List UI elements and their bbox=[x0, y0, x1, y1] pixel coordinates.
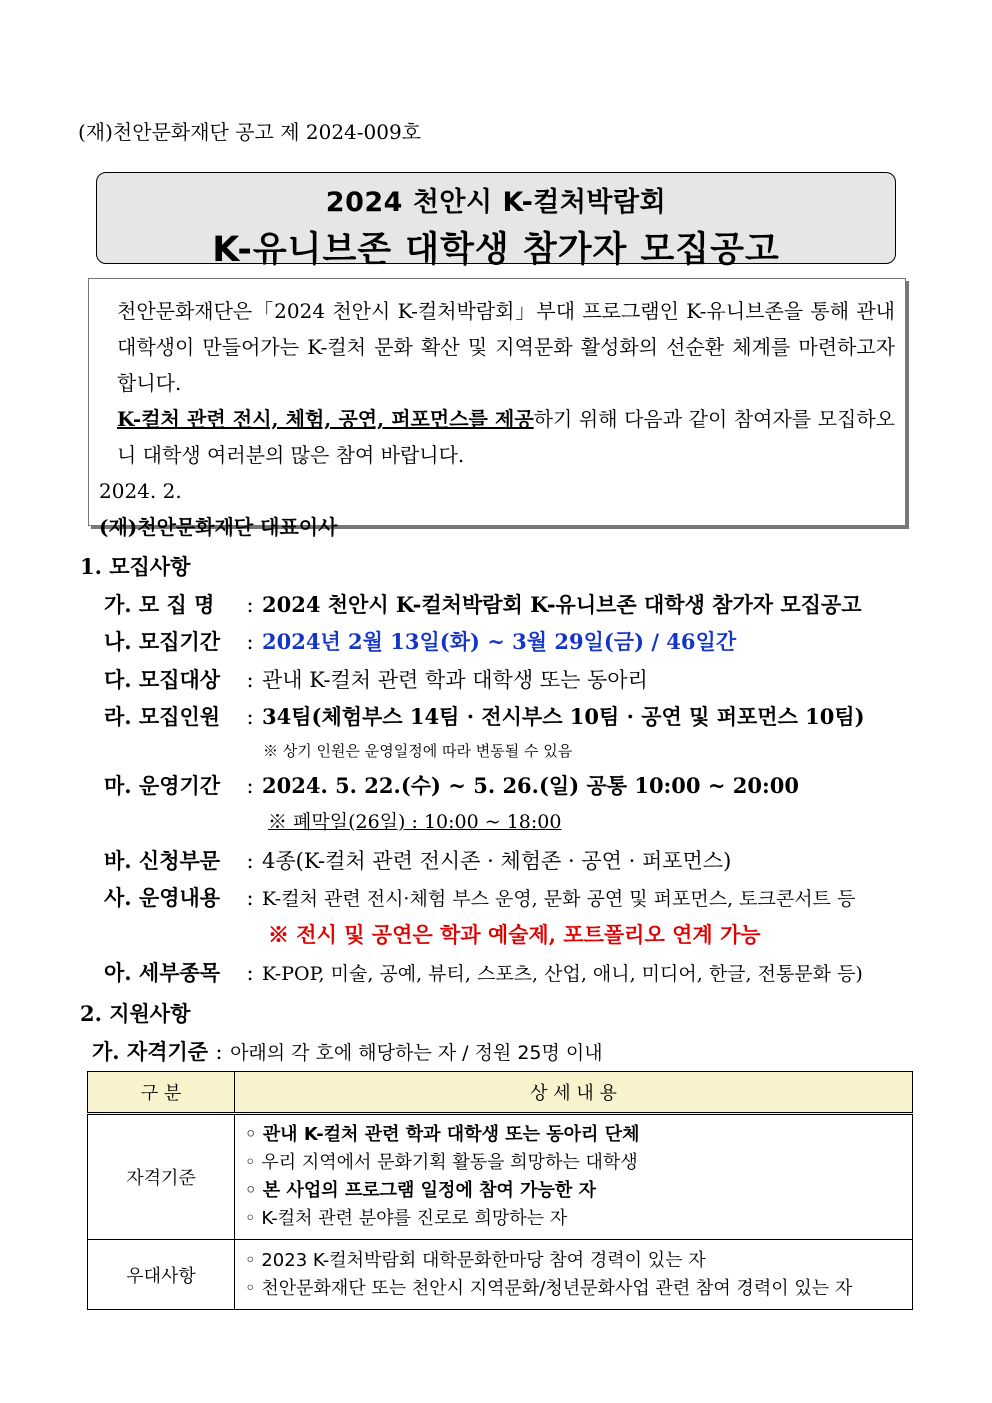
item-separator: : bbox=[246, 593, 254, 617]
qualification-label: 가. 자격기준 bbox=[92, 1039, 209, 1064]
item-category bbox=[104, 845, 731, 875]
item-count-note: ※ 상기 인원은 운영일정에 따라 변동될 수 있음 bbox=[263, 742, 573, 760]
list-item: ◦ 우리 지역에서 문화기획 활동을 희망하는 대학생 bbox=[245, 1152, 638, 1173]
table-cell-category: 우대사항 bbox=[88, 1240, 235, 1310]
requirements-table bbox=[87, 1071, 913, 1310]
qualification-separator: : bbox=[215, 1040, 223, 1064]
item-period bbox=[104, 626, 736, 656]
section2-heading: 2. 지원사항 bbox=[80, 1001, 191, 1026]
table-header-detail: 상 세 내 용 bbox=[235, 1072, 913, 1114]
item-value: K-컬처 관련 전시·체험 부스 운영, 문화 공연 및 퍼포먼스, 토크콘서트 등 bbox=[262, 888, 856, 910]
item-detail bbox=[104, 957, 863, 987]
item-value: 2024 천안시 K-컬처박람회 K-유니브존 대학생 참가자 모집공고 bbox=[262, 592, 862, 617]
list-item: ◦ 천안문화재단 또는 천안시 지역문화/청년문화사업 관련 참여 경력이 있는 자 bbox=[245, 1277, 853, 1299]
item-separator: : bbox=[246, 630, 254, 654]
table-header-row bbox=[88, 1072, 913, 1114]
item-label: 아. 세부종목 bbox=[104, 960, 221, 985]
item-separator: : bbox=[246, 886, 254, 910]
intro-para2-bold: K-컬처 관련 전시, 체험, 공연, 퍼포먼스를 제공 bbox=[117, 407, 534, 431]
item-separator: : bbox=[246, 961, 254, 985]
item-value: 4종(K-컬처 관련 전시존 · 체험존 · 공연 · 퍼포먼스) bbox=[262, 849, 732, 873]
list-item: ◦ 2023 K-컬처박람회 대학문화한마당 참여 경력이 있는 자 bbox=[245, 1249, 706, 1271]
intro-para1: 천안문화재단은「2024 천안시 K-컬처박람회」부대 프로그램인 K-유니브존을 통해 관내 대학생이 만들어가는 K-컬처 문화 확산 및 지역문화 활성화의 선순환 체계를 마련하고자 합니다. bbox=[117, 299, 895, 395]
item-operation-period bbox=[104, 770, 799, 800]
item-content-note: ※ 전시 및 공연은 학과 예술제, 포트폴리오 연계 가능 bbox=[268, 922, 761, 947]
item-separator: : bbox=[246, 849, 254, 873]
table-cell-detail bbox=[235, 1240, 913, 1310]
table-cell-detail bbox=[235, 1114, 913, 1240]
item-value: K-POP, 미술, 공예, 뷰티, 스포츠, 산업, 애니, 미디어, 한글, 전통문화 등) bbox=[262, 963, 863, 985]
item-value: 2024. 5. 22.(수) ~ 5. 26.(일) 공통 10:00 ~ 20:00 bbox=[262, 773, 799, 798]
item-label: 라. 모집인원 bbox=[104, 704, 221, 729]
item-separator: : bbox=[246, 668, 254, 692]
item-value: 2024년 2월 13일(화) ~ 3월 29일(금) / 46일간 bbox=[262, 629, 737, 654]
table-header-category: 구 분 bbox=[88, 1072, 235, 1114]
item-value: 관내 K-컬처 관련 학과 대학생 또는 동아리 bbox=[262, 668, 648, 692]
item-operation-note: ※ 폐막일(26일) : 10:00 ~ 18:00 bbox=[268, 811, 562, 833]
table-row bbox=[88, 1114, 913, 1240]
item-name bbox=[104, 589, 861, 619]
item-value: 34팀(체험부스 14팀 · 전시부스 10팀 · 공연 및 퍼포먼스 10팀) bbox=[262, 704, 865, 729]
list-item: ◦ K-컬처 관련 분야를 진로로 희망하는 자 bbox=[245, 1208, 568, 1229]
item-label: 나. 모집기간 bbox=[104, 629, 221, 654]
item-separator: : bbox=[246, 774, 254, 798]
item-label: 바. 신청부문 bbox=[104, 848, 221, 873]
intro-date: 2024. 2. bbox=[99, 479, 182, 503]
intro-box bbox=[88, 278, 906, 539]
item-target bbox=[104, 664, 648, 694]
item-label: 가. 모 집 명 bbox=[104, 592, 215, 617]
table-row bbox=[88, 1240, 913, 1310]
notice-number: (재)천안문화재단 공고 제 2024-009호 bbox=[78, 120, 422, 144]
table-cell-category: 자격기준 bbox=[88, 1114, 235, 1240]
item-label: 다. 모집대상 bbox=[104, 667, 221, 692]
item-count bbox=[104, 701, 865, 731]
item-label: 마. 운영기간 bbox=[104, 773, 221, 798]
qualification-line bbox=[92, 1036, 603, 1066]
qualification-value: 아래의 각 호에 해당하는 자 / 정원 25명 이내 bbox=[230, 1042, 603, 1064]
title-line1: 2024 천안시 K-컬처박람회 bbox=[325, 187, 667, 218]
intro-para2 bbox=[99, 401, 895, 473]
item-separator: : bbox=[246, 705, 254, 729]
intro-para2-rest: 하기 위해 다음과 같이 참여자를 모집하오니 대학생 여러분의 많은 참여 바랍니다. bbox=[117, 407, 895, 467]
intro-signer: (재)천안문화재단 대표이사 bbox=[99, 515, 338, 539]
list-item: ◦ 본 사업의 프로그램 일정에 참여 가능한 자 bbox=[245, 1180, 596, 1201]
section1-heading: 1. 모집사항 bbox=[80, 554, 191, 579]
item-content bbox=[104, 882, 855, 912]
list-item: ◦ 관내 K-컬처 관련 학과 대학생 또는 동아리 단체 bbox=[245, 1124, 640, 1145]
title-box bbox=[96, 172, 896, 270]
item-label: 사. 운영내용 bbox=[104, 885, 221, 910]
title-line2: K-유니브존 대학생 참가자 모집공고 bbox=[212, 230, 780, 270]
